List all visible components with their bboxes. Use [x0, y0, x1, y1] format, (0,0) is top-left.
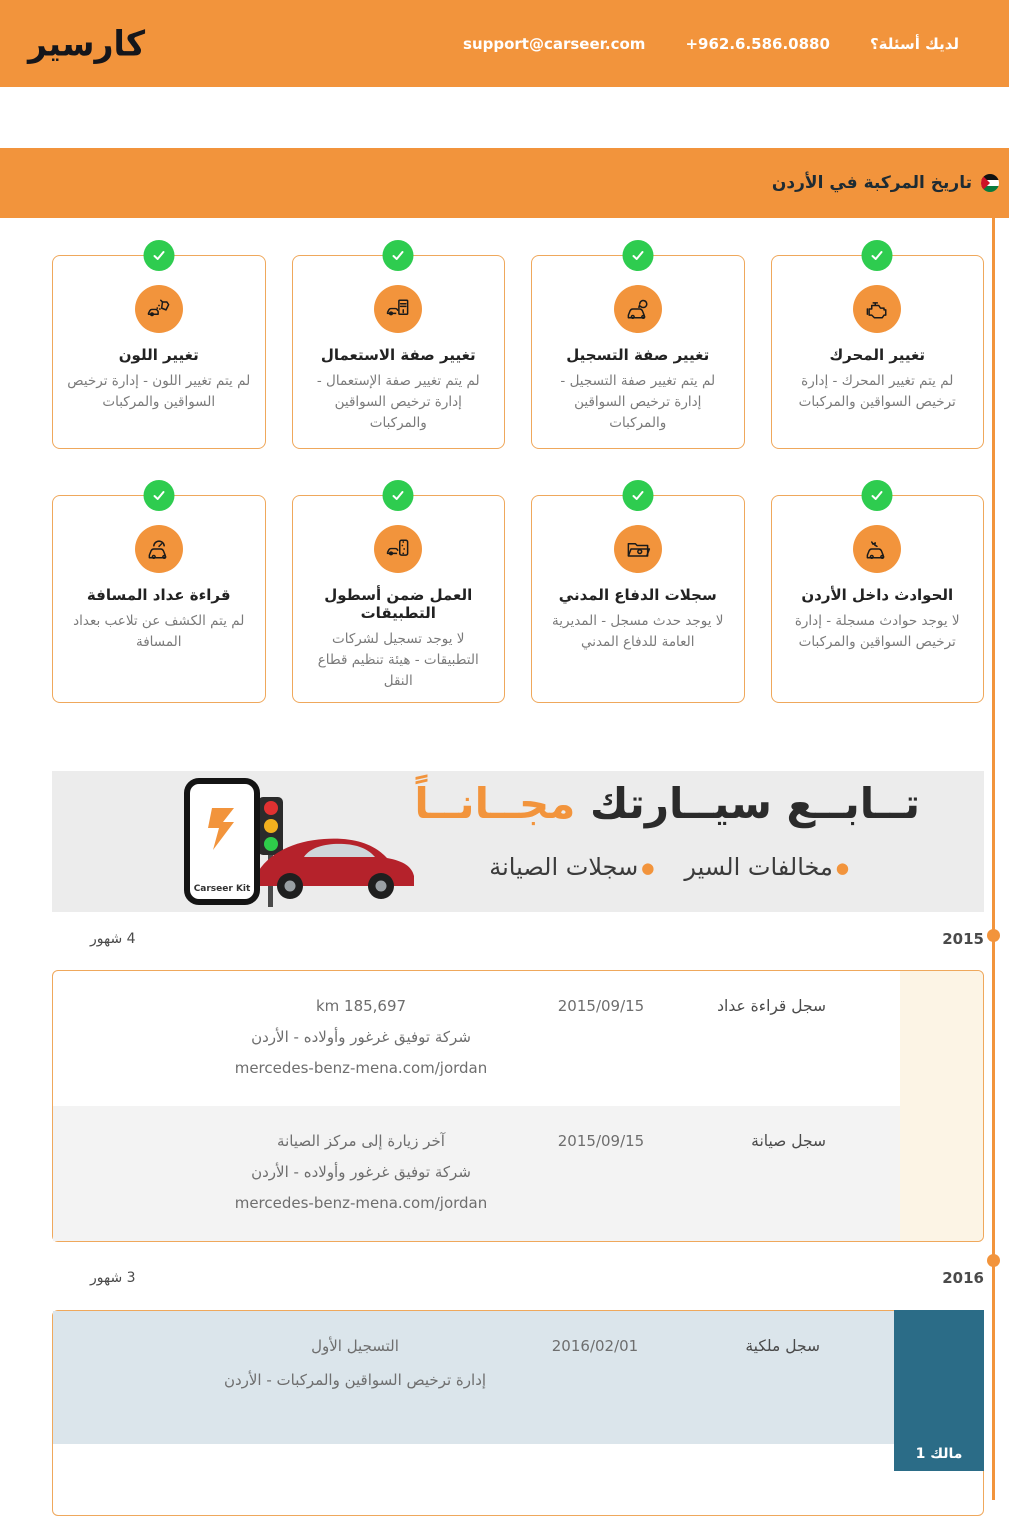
support-email[interactable]: support@carseer.com [463, 34, 646, 53]
check-icon [622, 480, 653, 511]
card-title: تغيير صفة التسجيل [566, 346, 710, 364]
card-description: لم يتم تغيير المحرك - إدارة ترخيص السواقين والمركبات [798, 373, 956, 410]
record-details [190, 1337, 520, 1444]
record-title: سجل ملكية [745, 1337, 820, 1355]
card-description: لم يتم تغيير صفة الإستعمال - إدارة ترخيص السواقين والمركبات [316, 373, 480, 431]
status-cards-grid [52, 255, 984, 703]
timeline-dot-2016 [987, 1254, 1000, 1267]
support-phone[interactable]: +962.6.586.0880 [685, 34, 830, 53]
registration-authority: إدارة ترخيص السواقين والمركبات - الأردن [223, 1371, 487, 1389]
owner-period-strip-cream [900, 971, 983, 1241]
card-description: لا يوجد تسجيل لشركات التطبيقات - هيئة تنظيم قطاع النقل [317, 631, 479, 689]
header-spacer [0, 87, 1009, 148]
record-maintenance [53, 1106, 900, 1241]
check-icon [622, 240, 653, 271]
year-label: 2015 [942, 930, 984, 948]
record-ownership [53, 1311, 894, 1444]
card-title: تغيير اللون [118, 346, 199, 364]
card-description: لا يوجد حدث مسجل - المديرية العامة للدفاع المدني [552, 613, 724, 650]
record-date: 2015/09/15 [557, 997, 645, 1015]
page-title: تاريخ المركبة في الأردن [771, 173, 972, 193]
ad-bullets: ●مخالفات السير ●سجلات الصيانة [489, 853, 849, 881]
card-description: لا يوجد حوادث مسجلة - إدارة ترخيص السواقين والمركبات [794, 613, 960, 650]
check-icon [862, 240, 893, 271]
check-icon [143, 480, 174, 511]
registration-change-icon [614, 285, 662, 333]
check-icon [143, 240, 174, 271]
accident-car-icon [853, 525, 901, 573]
carseer-kit-label: Carseer Kit [193, 884, 251, 894]
questions-label: لديك أسئلة؟ [869, 34, 959, 53]
record-date: 2016/02/01 [551, 1337, 639, 1355]
card-accidents [771, 495, 985, 703]
service-company-link[interactable]: شركة توفيق غرغور وأولاده - الأردن [251, 1028, 471, 1046]
timeline-year-row-2015 [52, 929, 984, 949]
card-title: العمل ضمن أسطول التطبيقات [324, 586, 473, 622]
service-company: شركة توفيق غرغور وأولاده - الأردن [251, 1163, 471, 1181]
year-label: 2016 [942, 1269, 984, 1287]
engine-icon [853, 285, 901, 333]
duration-label: 4 شهور [90, 931, 136, 947]
card-description: لم يتم تغيير اللون - إدارة ترخيص السواقين والمركبات [67, 373, 251, 410]
record-date: 2015/09/15 [557, 1132, 645, 1150]
owner-1-badge: مالك 1 [894, 1310, 984, 1471]
bullet-icon: ● [641, 859, 655, 877]
card-title: الحوادث داخل الأردن [801, 586, 954, 604]
ad-headline: تــابــع سيــارتك مجــانــاً [414, 779, 920, 828]
phone-graphic [184, 778, 260, 905]
card-civil-defense [531, 495, 745, 703]
paint-spray-icon [135, 285, 183, 333]
card-title: قراءة عداد المسافة [86, 586, 231, 604]
card-usage-change [292, 255, 506, 449]
app-fleet-icon [374, 525, 422, 573]
service-website-link[interactable]: mercedes-benz-mena.com/jordan [234, 1194, 488, 1212]
odometer-icon [135, 525, 183, 573]
red-car-image [248, 815, 420, 907]
timeline-year-row-2016 [52, 1268, 984, 1288]
card-title: تغيير صفة الاستعمال [320, 346, 476, 364]
report-title-banner [0, 148, 1009, 218]
registration-note: التسجيل الأول [311, 1337, 399, 1355]
record-title: سجل صيانة [751, 1132, 826, 1150]
record-details [196, 1132, 526, 1225]
header-contacts [463, 35, 959, 53]
bullet-icon: ● [835, 859, 849, 877]
card-odometer [52, 495, 266, 703]
service-website-link[interactable]: mercedes-benz-mena.com/jordan [234, 1059, 488, 1077]
timeline-dot-2015 [987, 929, 1000, 942]
card-app-fleet [292, 495, 506, 703]
record-details [196, 997, 526, 1090]
civil-defense-folder-icon [614, 525, 662, 573]
check-icon [383, 240, 414, 271]
card-description: لم يتم تغيير صفة التسجيل - إدارة ترخيص السواقين والمركبات [560, 373, 716, 431]
maintenance-note: آخر زيارة إلى مركز الصيانة [277, 1132, 445, 1150]
card-title: سجلات الدفاع المدني [558, 586, 717, 604]
card-description: لم يتم الكشف عن تلاعب بعداد المسافة [73, 613, 245, 650]
card-registration-change [531, 255, 745, 449]
card-engine-change [771, 255, 985, 449]
ad-free-word: مجــانــاً [414, 779, 576, 828]
carseer-kit-ad-banner[interactable] [52, 771, 984, 912]
usage-change-icon [374, 285, 422, 333]
carseer-logo[interactable]: كارسير [28, 23, 146, 64]
check-icon [862, 480, 893, 511]
records-card-2016 [52, 1310, 984, 1516]
timeline-line [992, 218, 995, 1500]
record-title: سجل قراءة عداد [717, 997, 826, 1015]
card-color-change [52, 255, 266, 449]
record-odometer-reading [53, 971, 900, 1106]
odometer-value-link[interactable]: 185,697 km [315, 997, 407, 1015]
records-card-2015 [52, 970, 984, 1242]
jordan-flag-icon [981, 174, 999, 192]
card-title: تغيير المحرك [829, 346, 926, 364]
top-header [0, 0, 1009, 87]
duration-label: 3 شهور [90, 1270, 136, 1286]
check-icon [383, 480, 414, 511]
